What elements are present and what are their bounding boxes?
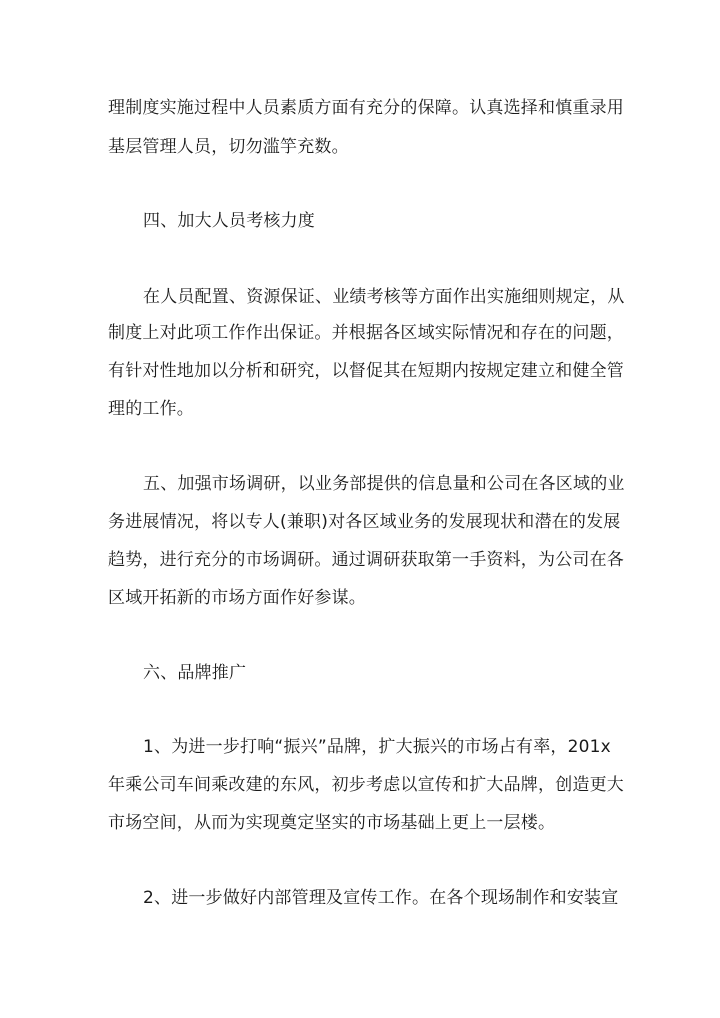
- paragraph-line: 五、加强市场调研，以业务部提供的信息量和公司在各区域的业: [143, 474, 625, 494]
- paragraph-line: 年乘公司车间乘改建的东风，初步考虑以宣传和扩大品牌，创造更大: [108, 775, 624, 795]
- paragraph-line: 市场空间，从而为实现奠定坚实的市场基础上更上一层楼。: [108, 813, 556, 833]
- paragraph-line: 理的工作。: [108, 399, 194, 419]
- paragraph-line: 制度上对此项工作作出保证。并根据各区域实际情况和存在的问题，: [108, 323, 624, 343]
- paragraph-line: 在人员配置、资源保证、业绩考核等方面作出实施细则规定，从: [143, 287, 625, 307]
- paragraph-line: 有针对性地加以分析和研究，以督促其在短期内按规定建立和健全管: [108, 361, 624, 381]
- section-heading: 六、品牌推广: [143, 663, 247, 683]
- paragraph-line: 区域开拓新的市场方面作好参谋。: [108, 588, 366, 608]
- paragraph-line: 1、为进一步打响“振兴”品牌，扩大振兴的市场占有率，201x: [143, 737, 611, 757]
- paragraph-line: 理制度实施过程中人员素质方面有充分的保障。认真选择和慎重录用: [108, 98, 624, 118]
- paragraph-line: 趋势，进行充分的市场调研。通过调研获取第一手资料，为公司在各: [108, 550, 624, 570]
- section-heading: 四、加大人员考核力度: [143, 211, 315, 231]
- paragraph-line: 务进展情况，将以专人(兼职)对各区域业务的发展现状和潜在的发展: [108, 512, 621, 532]
- paragraph-line: 基层管理人员，切勿滥竽充数。: [108, 137, 349, 157]
- paragraph-line: 2、进一步做好内部管理及宣传工作。在各个现场制作和安装宣: [143, 888, 619, 908]
